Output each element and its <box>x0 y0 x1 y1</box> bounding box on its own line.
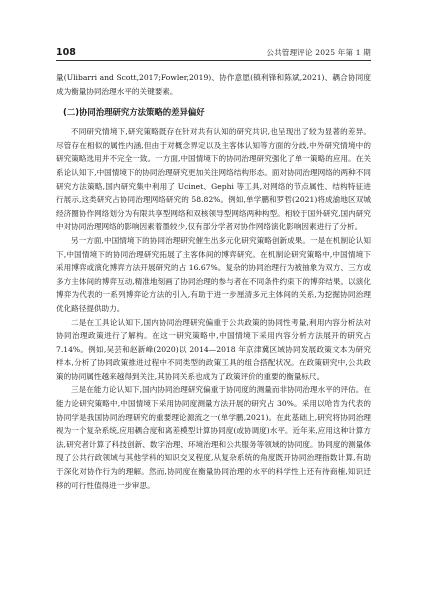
paragraph-network-methods: 不同研究情境下,研究策略既存在针对共有认知的研究共识,也呈现出了较为显著的差异。尽管存在相似的属性内涵,但由于对概念界定以及主客体认知等方面的分歧,中外研究情境中的研究策略选用并不完全一致。一方面,中国情境下的协同治理研究强化了单一策略的应用。在关系论认知下,中国情境下的协同治理研究更加关注网络结构形态。面对协同治理网络的两种不同研究方法策略,国内研究集中利用了 Ucinet、Gephi 等工具,对网络的节点属性、结构特征进行展示,这类研究占协同治理网络研究的 58.82%。例如,单学鹏和罗哲(2021)将成渝地区双城经济圈协作网络划分为有限共享型网络和双核领导型网络两种构型。相较于国外研究,国内研究中对协同治理网络的影响因素着墨较少,仅有部分学者对协作网络演化影响因素进行了分析。 <box>56 127 371 232</box>
paragraph-game-theory: 另一方面,中国情境下的协同治理研究催生出多元化研究策略创新成果。一是在机制论认知下,中国情境下的协同治理研究拓展了主客体间的博弈研究。在机制论研究策略中,中国情境下采用博弈或演化博弈方法开展研究的占 16.67%。复杂的协同治理行为被抽象为双方、三方或多方主体间的博弈互动,精准地刻画了协同治理的参与者在不同条件约束下的博弈结果。以演化博弈为代表的一系列博弈论方法的引入,有助于进一步厘清多元主体间的关系,为挖掘协同治理优化路径提供助力。 <box>56 235 371 313</box>
page-number: 108 <box>56 47 76 58</box>
header-rule <box>56 60 371 61</box>
paragraph-continued: 量(Ulibarri and Scott,2017;Fowler,2019)、协作意愿(镇利锋和陈斌,2021)、耦合协同度成为衡量协同治理水平的关键要素。 <box>56 73 371 96</box>
article-body <box>56 71 371 492</box>
paragraph-coordination-degree: 三是在能力论认知下,国内协同治理研究偏重于协同度的测量而非协同治理水平的评估。在能力论研究策略中,中国情境下采用协同度测量方法开展的研究占 30%。采用以哈肯为代表的协同学是我国协同治理研究的重要理论源流之一(单学鹏,2021)。在此基础上,研究将协同治理视为一个复杂系统,应用耦合度和离差模型计算协同度(或协调度)水平。近年来,应用这种计算方法,研究者计算了科技创新、数字治理、环境治理和公共服务等领域的协同度。协同度的测量体现了公共行政领域与其他学科的知识交叉程度,从复杂系统的角度既开协同治理指数计算,有助于深化对协作行为的理解。然而,协同度在衡量协同治理的水平的科学性上还有待商榷,知识迁移的可行性值得进一步审思。 <box>56 385 371 490</box>
running-header <box>56 44 371 58</box>
section-heading: (二)协同治理研究方法策略的差异偏好 <box>63 107 205 118</box>
paragraph-policy-tools: 二是在工具论认知下,国内协同治理研究偏重于公共政策的协同性考量,利用内容分析法对协同治理政策进行了解构。在这一研究策略中,中国情境下采用内容分析方法展开的研究占 7.14%。例如,吴芸和赵新峰(2020)以 2014—2018 年京津冀区域协同发展政策文本为研究样本,分析了协同政策推进过程中不同类型的政策工具的组合搭配状况。在政策研究中,公共政策的协同属性越来越得到关注,其协同关系也成为了政策评价的重要的衡量标尺。 <box>56 317 371 381</box>
journal-issue: 公共管理评论 2025 年第 1 期 <box>266 48 371 57</box>
